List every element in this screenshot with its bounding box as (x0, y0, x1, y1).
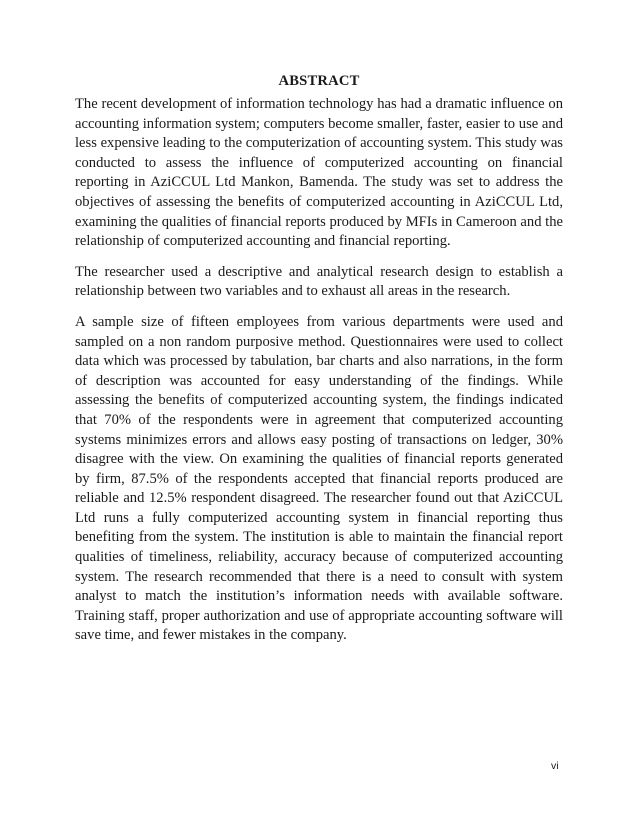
page-number: vi (551, 760, 559, 772)
abstract-body (75, 95, 563, 657)
paragraph-introduction: The recent development of information technology has had a dramatic influence on accounting information system; computers become smaller, faster, easier to use and less expensive leading to the computerization of accounting system. This study was conducted to assess the influence of computerized accounting on financial reporting in AziCCUL Ltd Mankon, Bamenda. The study was set to address the objectives of assessing the benefits of computerized accounting in AziCCUL Ltd, examining the qualities of financial reports produced by MFIs in Cameroon and the relationship of computerized accounting and financial reporting. (75, 96, 563, 250)
paragraph-research-design: The researcher used a descriptive and analytical research design to establish a relationship between two variables and to exhaust all areas in the research. (75, 263, 563, 300)
paragraph-findings: A sample size of fifteen employees from various departments were used and sampled on a non random purposive method. Questionnaires were used to collect data which was processed by tabulation, bar charts and also narrations, in the form of description was accounted for easy understanding of the findings. While assessing the benefits of computerized accounting system, the findings indicated that 70% of the respondents were in agreement that computerized accounting systems minimizes errors and allows easy posting of transactions on ledger, 30% disagree with the view. On examining the qualities of financial reports generated by firm, 87.5% of the respondents accepted that financial reports produced are reliable and 12.5% respondent disagreed. The researcher found out that AziCCUL Ltd runs a fully computerized accounting system in financial reporting thus benefiting from the system. The institution is able to maintain the financial report qualities of timeliness, reliability, accuracy because of computerized accounting system. The research recommended that there is a need to consult with system analyst to match the institution’s information needs with available software. Training staff, proper authorization and use of appropriate accounting software will save time, and fewer mistakes in the company. (75, 313, 563, 644)
abstract-heading: ABSTRACT (278, 73, 360, 89)
